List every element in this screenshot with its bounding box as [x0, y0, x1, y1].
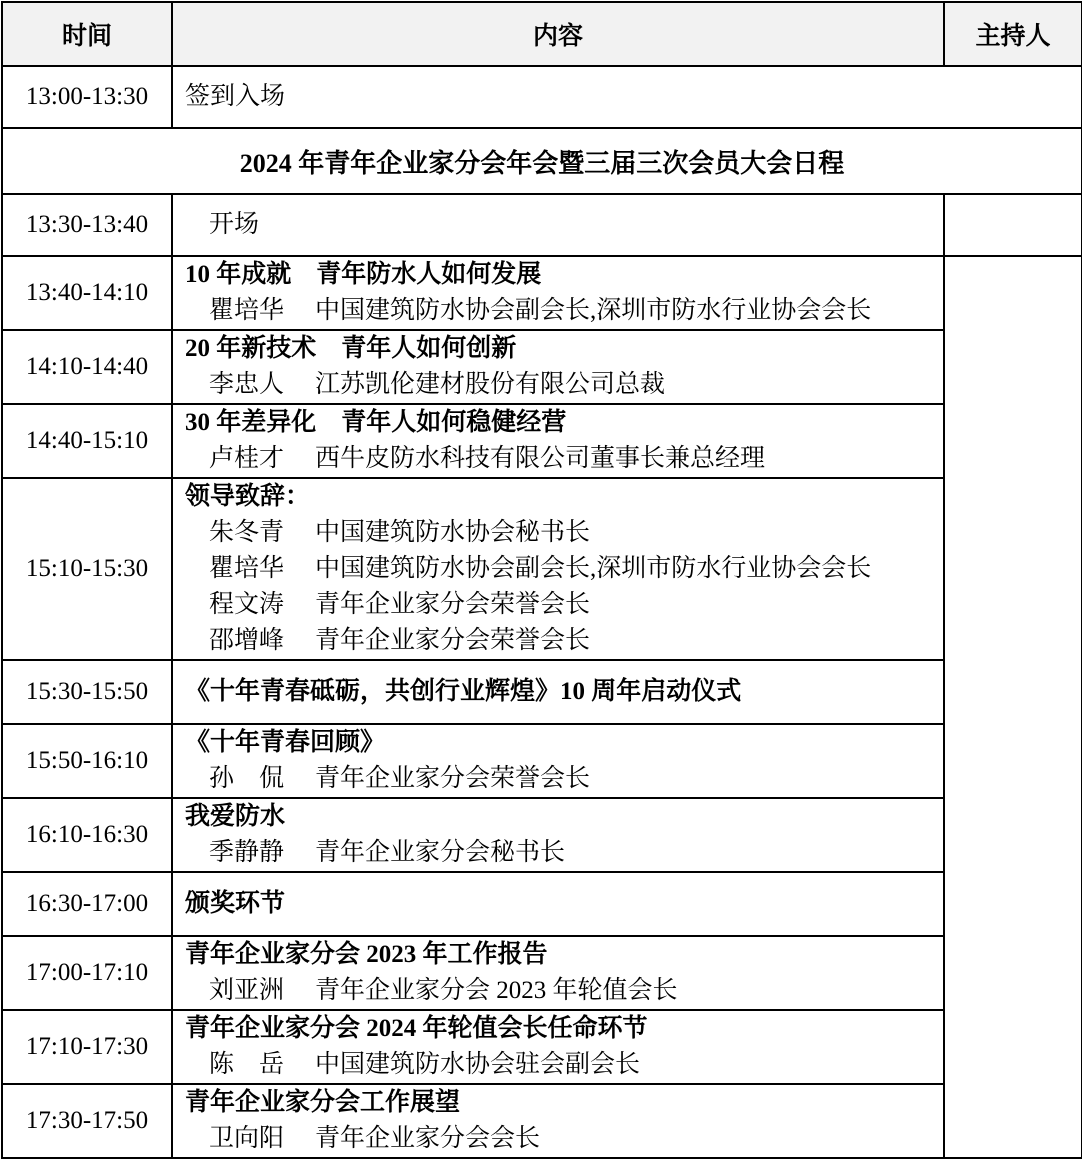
- agenda-row: [2, 724, 1082, 798]
- event-banner-title: 2024 年青年企业家分会年会暨三届三次会员大会日程: [2, 128, 1082, 194]
- agenda-title: 青年企业家分会 2024 年轮值会长任命环节: [185, 1015, 648, 1042]
- agenda-title: 我爱防水: [185, 803, 286, 830]
- agenda-time: 15:50-16:10: [2, 724, 172, 798]
- speaker-line: [185, 973, 943, 1009]
- speaker-role: 中国建筑防水协会驻会副会长: [315, 1051, 641, 1078]
- speaker-role: 青年企业家分会会长: [315, 1125, 541, 1152]
- agenda-content: [172, 798, 944, 872]
- speaker-role: 中国建筑防水协会秘书长: [315, 519, 591, 546]
- agenda-time: 13:40-14:10: [2, 256, 172, 330]
- agenda-time: 17:00-17:10: [2, 936, 172, 1010]
- checkin-time: 13:00-13:30: [2, 66, 172, 128]
- speaker-line: [185, 835, 943, 871]
- agenda-time: 14:40-15:10: [2, 404, 172, 478]
- agenda-row: [2, 330, 1082, 404]
- agenda-row: [2, 872, 1082, 936]
- agenda-content: [172, 872, 944, 936]
- host-cell-merged: [944, 256, 1082, 1158]
- speaker-line: [185, 587, 943, 623]
- agenda-row: [2, 256, 1082, 330]
- speaker-name: 卫向阳: [209, 1125, 285, 1152]
- agenda-title: 10 年成就 青年防水人如何发展: [185, 261, 542, 288]
- speaker-line: [185, 441, 943, 477]
- agenda-time: 17:30-17:50: [2, 1084, 172, 1158]
- speaker-name: 朱冬青: [209, 519, 285, 546]
- speaker-role: 青年企业家分会荣誉会长: [315, 765, 591, 792]
- agenda-content: [172, 724, 944, 798]
- header-time: 时间: [2, 2, 172, 66]
- speaker-role: 江苏凯伦建材股份有限公司总裁: [315, 371, 666, 398]
- agenda-title: 领导致辞：: [185, 483, 311, 510]
- agenda-content: [172, 330, 944, 404]
- speaker-name: 孙 侃: [209, 765, 285, 792]
- agenda-time: 16:10-16:30: [2, 798, 172, 872]
- agenda-content: [172, 478, 944, 660]
- agenda-row: [2, 1084, 1082, 1158]
- agenda-title: 颁奖环节: [185, 890, 286, 917]
- speaker-role: 西牛皮防水科技有限公司董事长兼总经理: [315, 445, 766, 472]
- agenda-time: 17:10-17:30: [2, 1010, 172, 1084]
- agenda-row: [2, 194, 1082, 256]
- speaker-role: 青年企业家分会荣誉会长: [315, 627, 591, 654]
- agenda-title: 《十年青春砥砺，共创行业辉煌》10 周年启动仪式: [185, 678, 742, 705]
- speaker-role: 中国建筑防水协会副会长,深圳市防水行业协会会长: [315, 297, 872, 324]
- speaker-name: 程文涛: [209, 591, 285, 618]
- header-host: 主持人: [944, 2, 1082, 66]
- speaker-name: 瞿培华: [209, 297, 285, 324]
- agenda-content: [172, 660, 944, 724]
- agenda-title: 20 年新技术 青年人如何创新: [185, 335, 517, 362]
- speaker-line: [185, 515, 943, 551]
- agenda-time: 14:10-14:40: [2, 330, 172, 404]
- agenda-time: 16:30-17:00: [2, 872, 172, 936]
- speaker-name: 瞿培华: [209, 555, 285, 582]
- speaker-line: [185, 367, 943, 403]
- speaker-name: 陈 岳: [209, 1051, 285, 1078]
- speaker-line: [185, 761, 943, 797]
- speaker-name: 卢桂才: [209, 445, 285, 472]
- speaker-line: [185, 1047, 943, 1083]
- speaker-name: 邵增峰: [209, 627, 285, 654]
- speaker-line: [185, 293, 943, 329]
- header-row: [2, 2, 1082, 66]
- banner-row: [2, 128, 1082, 194]
- speaker-name: 刘亚洲: [209, 977, 285, 1004]
- agenda-content: [172, 194, 944, 256]
- agenda-row: [2, 1010, 1082, 1084]
- agenda-plain-text: 开场: [209, 211, 260, 238]
- agenda-content: [172, 256, 944, 330]
- agenda-content: [172, 936, 944, 1010]
- speaker-role: 青年企业家分会荣誉会长: [315, 591, 591, 618]
- agenda-time: 15:10-15:30: [2, 478, 172, 660]
- agenda-row: [2, 936, 1082, 1010]
- host-cell: [944, 194, 1082, 256]
- speaker-name: 李忠人: [209, 371, 285, 398]
- agenda-row: [2, 660, 1082, 724]
- agenda-time: 13:30-13:40: [2, 194, 172, 256]
- header-content: 内容: [172, 2, 944, 66]
- agenda-row: [2, 404, 1082, 478]
- speaker-line: [185, 551, 943, 587]
- agenda-content: [172, 1084, 944, 1158]
- speaker-line: [185, 623, 943, 659]
- checkin-row: [2, 66, 1082, 128]
- agenda-content: [172, 1010, 944, 1084]
- agenda-title: 青年企业家分会 2023 年工作报告: [185, 941, 548, 968]
- speaker-role: 中国建筑防水协会副会长,深圳市防水行业协会会长: [315, 555, 872, 582]
- speaker-line: [185, 1121, 943, 1157]
- agenda-title: 《十年青春回顾》: [185, 729, 386, 756]
- schedule-table: [1, 1, 1082, 1159]
- agenda-title: 青年企业家分会工作展望: [185, 1089, 461, 1116]
- speaker-role: 青年企业家分会 2023 年轮值会长: [315, 977, 678, 1004]
- speaker-name: 季静静: [209, 839, 285, 866]
- agenda-time: 15:30-15:50: [2, 660, 172, 724]
- agenda-row: [2, 798, 1082, 872]
- speaker-role: 青年企业家分会秘书长: [315, 839, 566, 866]
- agenda-row: [2, 478, 1082, 660]
- agenda-content: [172, 404, 944, 478]
- agenda-title: 30 年差异化 青年人如何稳健经营: [185, 409, 567, 436]
- checkin-text: 签到入场: [172, 66, 1082, 128]
